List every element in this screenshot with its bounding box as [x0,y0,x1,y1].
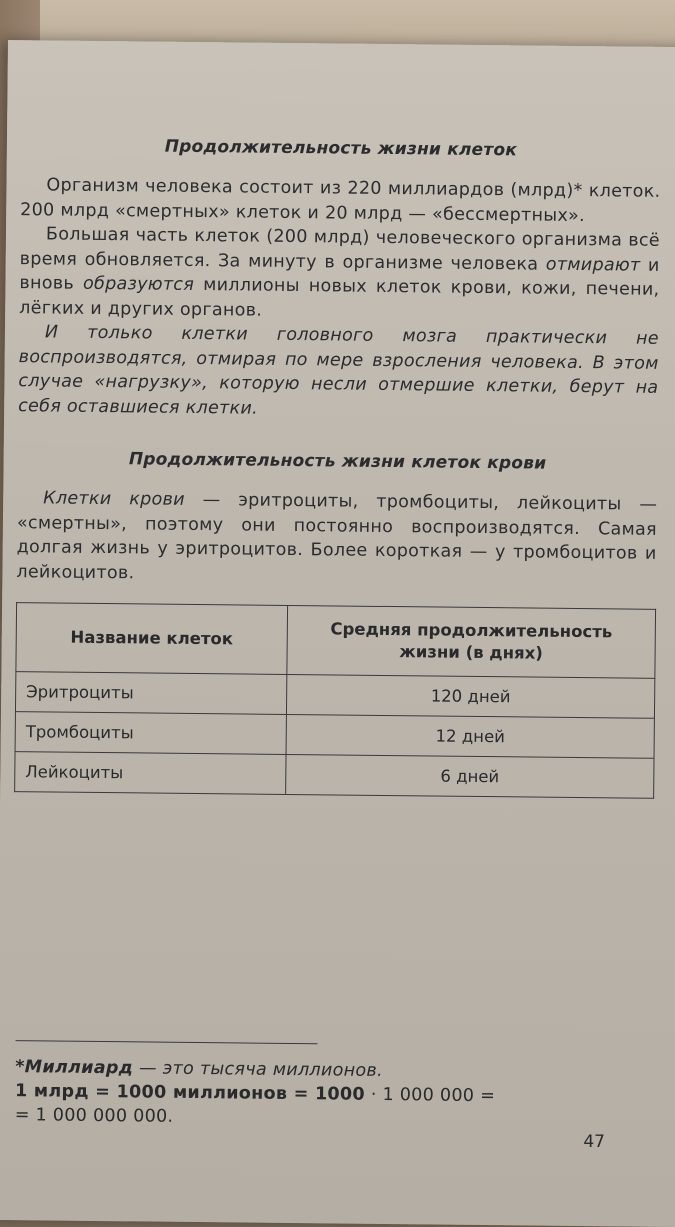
page-content [14,135,661,799]
page-number: 47 [583,1132,605,1152]
table-header-cell-lifespan: Средняя продолжительность жизни (в днях) [287,605,656,678]
paragraph-blood-cells [16,486,657,591]
table-cell-name: Тромбоциты [15,712,286,755]
table-row [15,712,654,759]
table-cell-days: 12 дней [286,714,654,758]
table-cell-days: 6 дней [286,754,654,798]
footnote-star: * [15,1057,25,1077]
table-row [15,752,654,799]
paragraph-renewal-text-b: миллионы новых клеток крови, кожи, печени, лёгких и других органов. [19,275,659,320]
footnote-term: Миллиард [25,1057,134,1078]
paragraph-brain-cells: И только клетки головного мозга практически не воспроизводятся, отмирая по мере взросления человека. В этом случае «нагрузку», которую несли отмершие клетки, берут на себя оставшиеся клетки. [18,320,659,425]
footnote-line-result: = 1 000 000 000. [15,1103,635,1133]
paragraph-blood-cells-text: — эритроциты, тромбоциты, лейкоциты — «смертны», поэтому они постоянно воспроизводятся. Самая долгая жизнь у эритроцитов. Более короткая — у тромбоцитов и лейкоцитов. [16,490,657,583]
section-title-blood-cell-lifespan: Продолжительность жизни клеток крови [18,448,658,475]
paragraph-organism-cells: Организм человека состоит из 220 миллиардов (млрд)* клеток. 200 млрд «смертных» клеток и 20 млрд — «бессмертных». [20,173,660,229]
emphasis-blood-cells: Клетки крови [43,488,185,509]
emphasis-die: отмирают [546,254,641,275]
emphasis-form: образуются [83,274,194,295]
footnote-definition: — это тысяча миллионов. [133,1058,383,1081]
table-row [15,672,654,719]
paragraph-renewal-text-mid: и вновь [19,255,659,294]
table-cell-name: Лейкоциты [15,752,286,795]
table-cell-name: Эритроциты [15,672,286,715]
section-title-cell-lifespan: Продолжительность жизни клеток [21,135,661,162]
footnote-equation-rest: · 1 000 000 = [365,1085,495,1106]
table-header-cell-name: Название клеток [16,603,288,675]
footnote [15,1055,636,1133]
footnote-divider [16,1040,318,1044]
table-header-row [16,603,656,679]
footnote-equation-bold: 1 млрд = 1000 миллионов = 1000 [15,1081,365,1105]
paragraph-renewal [19,222,660,327]
table-cell-days: 120 дней [286,674,654,718]
book-page [0,40,675,1227]
lifespan-table [14,602,656,799]
paragraph-renewal-text-a: Большая часть клеток (200 млрд) человеческого организма всё время обновляется. За минуту в организме человека [20,224,660,274]
